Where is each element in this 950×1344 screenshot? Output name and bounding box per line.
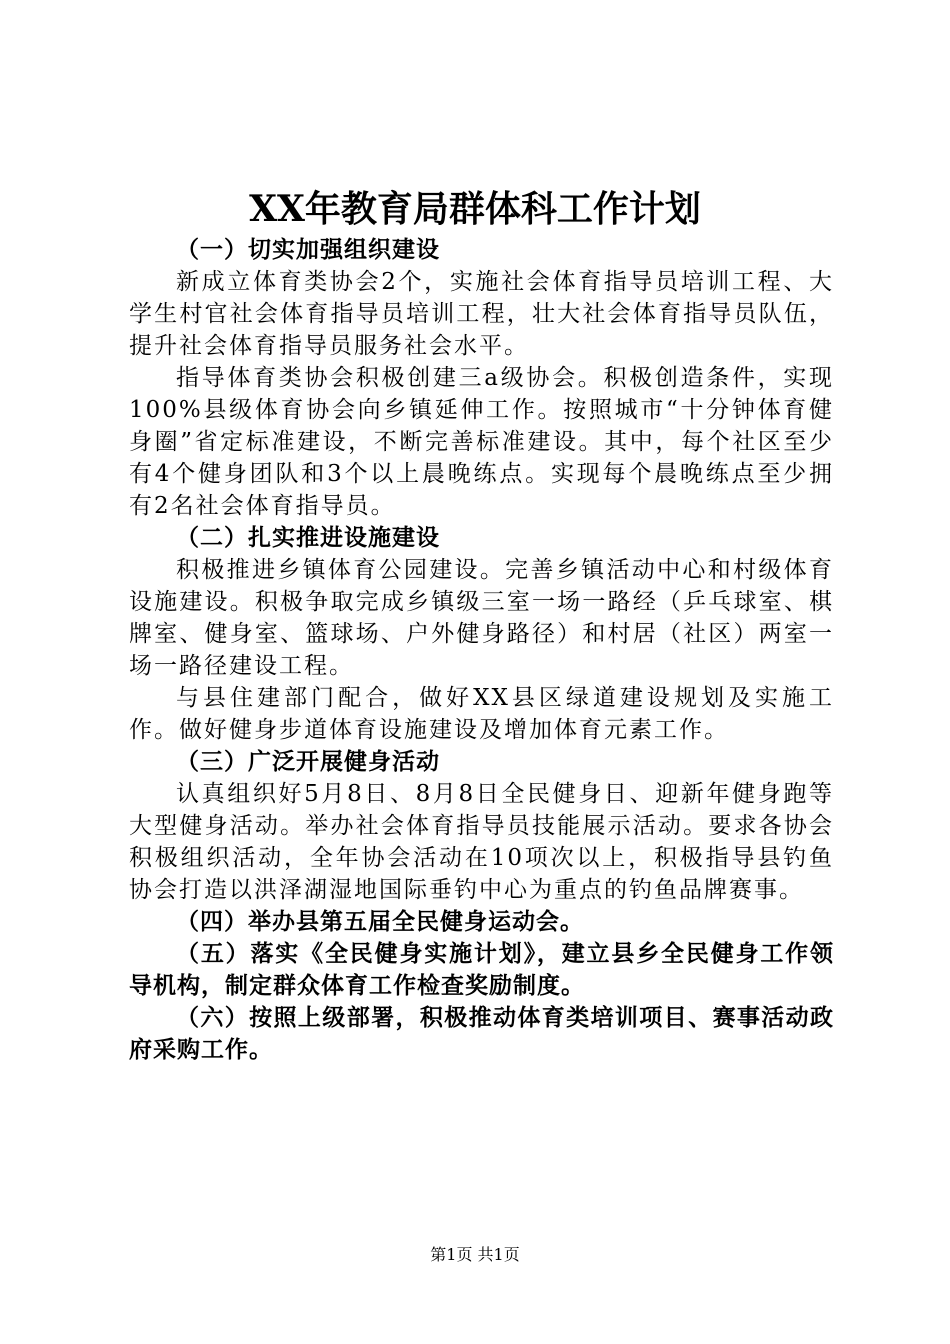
item-6: （六）按照上级部署，积极推动体育类培训项目、赛事活动政府采购工作。 — [129, 1005, 834, 1063]
section-heading-2: （二）扎实推进设施建设 — [176, 525, 440, 551]
document-title: XX年教育局群体科工作计划 — [249, 188, 701, 230]
item-4: （四）举办县第五届全民健身运动会。 — [176, 909, 584, 935]
section-1-paragraph-2: 指导体育类协会积极创建三a级协会。积极创造条件，实现100%县级体育协会向乡镇延伸工作。按照城市“十分钟体育健身圈”省定标准建设，不断完善标准建设。其中，每个社区至少有4个健身团队和3个以上晨晚练点。实现每个晨晚练点至少拥有2名社会体育指导员。 — [129, 365, 834, 519]
section-1-paragraph-1: 新成立体育类协会2个，实施社会体育指导员培训工程、大学生村官社会体育指导员培训工程，壮大社会体育指导员队伍，提升社会体育指导员服务社会水平。 — [129, 269, 834, 359]
section-2-paragraph-2: 与县住建部门配合，做好XX县区绿道建设规划及实施工作。做好健身步道体育设施建设及增加体育元素工作。 — [129, 685, 834, 743]
section-heading-1: （一）切实加强组织建设 — [176, 237, 440, 263]
document-body — [129, 234, 834, 1066]
section-3-paragraph-1: 认真组织好5月8日、8月8日全民健身日、迎新年健身跑等大型健身活动。举办社会体育指导员技能展示活动。要求各协会积极组织活动，全年协会活动在10项次以上，积极指导县钓鱼协会打造以洪泽湖湿地国际垂钓中心为重点的钓鱼品牌赛事。 — [129, 781, 834, 903]
section-heading-3: （三）广泛开展健身活动 — [176, 749, 440, 775]
item-5: （五）落实《全民健身实施计划》，建立县乡全民健身工作领导机构，制定群众体育工作检查奖励制度。 — [129, 941, 834, 999]
section-2-paragraph-1: 积极推进乡镇体育公园建设。完善乡镇活动中心和村级体育设施建设。积极争取完成乡镇级三室一场一路经（乒乓球室、棋牌室、健身室、篮球场、户外健身路径）和村居（社区）两室一场一路径建设工程。 — [129, 557, 834, 679]
page-footer: 第1页 共1页 — [430, 1245, 520, 1264]
